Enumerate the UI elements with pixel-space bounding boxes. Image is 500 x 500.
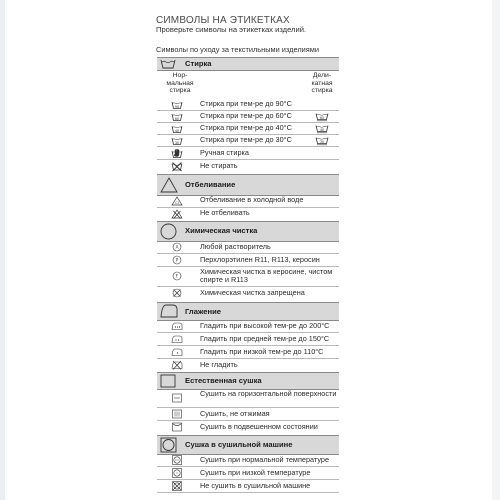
section-washing (157, 57, 339, 71)
col-delicate-line: Дели- (312, 72, 332, 79)
section-title: Сушка в сушильной машине (185, 440, 293, 449)
dry-clean-letter: P (175, 257, 179, 263)
col-normal-wash (160, 72, 200, 95)
intro-text: Символы по уходу за текстильными изделиями (156, 45, 319, 54)
table-row (157, 147, 339, 160)
table-row (157, 333, 339, 346)
wash-30-label: Стирка при тем-ре до 30°С (200, 135, 292, 144)
table-row (157, 480, 339, 493)
wash-60-label: Стирка при тем-ре до 60°С (200, 111, 292, 120)
dry-square-icon (160, 374, 176, 388)
iron-icon (160, 304, 178, 318)
wash-30-icon (171, 136, 183, 146)
no-tumble-icon (171, 481, 183, 491)
tumble-normal-icon (171, 455, 183, 465)
wash-60-icon (171, 112, 183, 122)
table-row (157, 111, 339, 123)
care-symbols-document (152, 0, 342, 500)
line-dry-icon (171, 422, 183, 432)
page-subtitle: Проверьте символы на этикетках изделий. (156, 25, 307, 34)
dry-clean-letter: F (175, 273, 179, 279)
svg-text:90: 90 (174, 104, 180, 109)
table-row (157, 359, 339, 371)
svg-text:30: 30 (174, 140, 180, 145)
table-row (157, 287, 339, 299)
section-ironing (157, 302, 339, 321)
iron-low-icon (171, 347, 183, 357)
table-row (157, 208, 339, 220)
no-tumble-label: Не сушить в сушильной машине (200, 481, 311, 490)
iron-high-icon (171, 321, 183, 331)
drip-dry-icon (171, 409, 183, 419)
no-dry-clean-label: Химическая чистка запрещена (200, 288, 305, 297)
hand-wash-icon (171, 148, 183, 159)
no-bleach-icon (171, 209, 183, 219)
no-wash-label: Не стирать (200, 161, 238, 170)
delicate-wash-30-icon (315, 136, 329, 146)
section-title: Отбеливание (185, 180, 236, 189)
dry-clean-circle-icon (160, 223, 177, 240)
delicate-wash-40-icon (315, 124, 329, 134)
section-title: Стирка (185, 59, 212, 68)
cold-bleach-icon (171, 196, 183, 206)
tumble-low-icon (171, 468, 183, 478)
section-dry-cleaning (157, 221, 339, 242)
section-bleaching (157, 174, 339, 196)
bleach-triangle-icon (160, 177, 178, 193)
table-row (157, 135, 339, 147)
dry-flat-label: Сушить на горизонтальной поверхности (200, 389, 337, 398)
iron-low-label: Гладить при низкой тем-ре до 110°С (200, 347, 324, 356)
dry-clean-p-icon (171, 255, 183, 265)
table-row (157, 467, 339, 480)
no-iron-label: Не гладить (200, 360, 238, 369)
col-delicate-wash (302, 72, 342, 95)
drip-dry-label: Сушить, не отжимая (200, 409, 270, 418)
table-row (157, 195, 339, 208)
no-iron-icon (171, 360, 183, 370)
no-dry-clean-icon (171, 288, 183, 298)
col-normal-line: стирка (169, 87, 191, 95)
svg-text:60: 60 (174, 116, 180, 121)
svg-text:60: 60 (319, 115, 325, 120)
svg-text:30: 30 (319, 139, 325, 144)
dry-flat-icon (171, 393, 183, 403)
iron-high-label: Гладить при высокой тем-ре до 200°С (200, 321, 330, 330)
table-row (157, 267, 339, 287)
table-row (157, 254, 339, 267)
col-normal-line: Нор- (172, 72, 188, 79)
no-bleach-label: Не отбеливать (200, 208, 250, 217)
dry-clean-kerosene-label: Химическая чистка в керосине, чистом спирте и R113 (200, 267, 333, 285)
dry-clean-perchlor-label: Перхлорэтилен R11, R113, керосин (200, 255, 320, 264)
table-row (157, 320, 339, 333)
svg-text:40: 40 (174, 128, 180, 133)
table-row (157, 454, 339, 467)
no-wash-icon (171, 161, 183, 172)
table-row (157, 408, 339, 421)
col-normal-line: мальная (166, 79, 194, 87)
wash-40-icon (171, 124, 183, 134)
section-title: Химическая чистка (185, 226, 258, 235)
table-row (157, 241, 339, 254)
col-delicate-line: стирка (311, 87, 333, 95)
dry-clean-letter: A (175, 244, 179, 250)
section-machine-drying (157, 435, 339, 455)
table-row (157, 421, 339, 433)
svg-text:40: 40 (319, 127, 325, 132)
svg-text:Cl: Cl (175, 201, 179, 206)
dry-clean-f-icon (171, 271, 183, 281)
hand-wash-label: Ручная стирка (200, 148, 249, 157)
table-row (157, 160, 339, 172)
tumble-low-label: Сушить при низкой температуре (200, 468, 311, 477)
table-row (157, 99, 339, 111)
section-title: Естественная сушка (185, 376, 262, 385)
section-natural-drying (157, 372, 339, 390)
table-row (157, 123, 339, 135)
line-dry-label: Сушить в подвешенном состоянии (200, 422, 318, 431)
wash-90-label: Стирка при тем-ре до 90°С (200, 99, 292, 108)
delicate-wash-60-icon (315, 112, 329, 122)
wash-90-icon (171, 100, 183, 110)
tumble-normal-label: Сушить при нормальной температуре (200, 455, 330, 464)
table-row (157, 346, 339, 359)
right-edge (492, 0, 500, 500)
table-row (157, 389, 339, 408)
wash-tub-icon (160, 59, 176, 69)
iron-medium-label: Гладить при средней тем-ре до 150°С (200, 334, 330, 343)
section-title: Глажение (185, 307, 221, 316)
col-delicate-line: катная (311, 79, 333, 87)
dry-clean-any-label: Любой растворитель (200, 242, 271, 251)
left-edge (0, 0, 5, 500)
cold-bleach-label: Отбеливание в холодной воде (200, 195, 304, 204)
tumble-dry-icon (160, 437, 177, 453)
page-title: СИМВОЛЫ НА ЭТИКЕТКАХ (156, 15, 290, 26)
dry-clean-a-icon (171, 242, 183, 252)
wash-40-label: Стирка при тем-ре до 40°С (200, 123, 292, 132)
iron-medium-icon (171, 334, 183, 344)
